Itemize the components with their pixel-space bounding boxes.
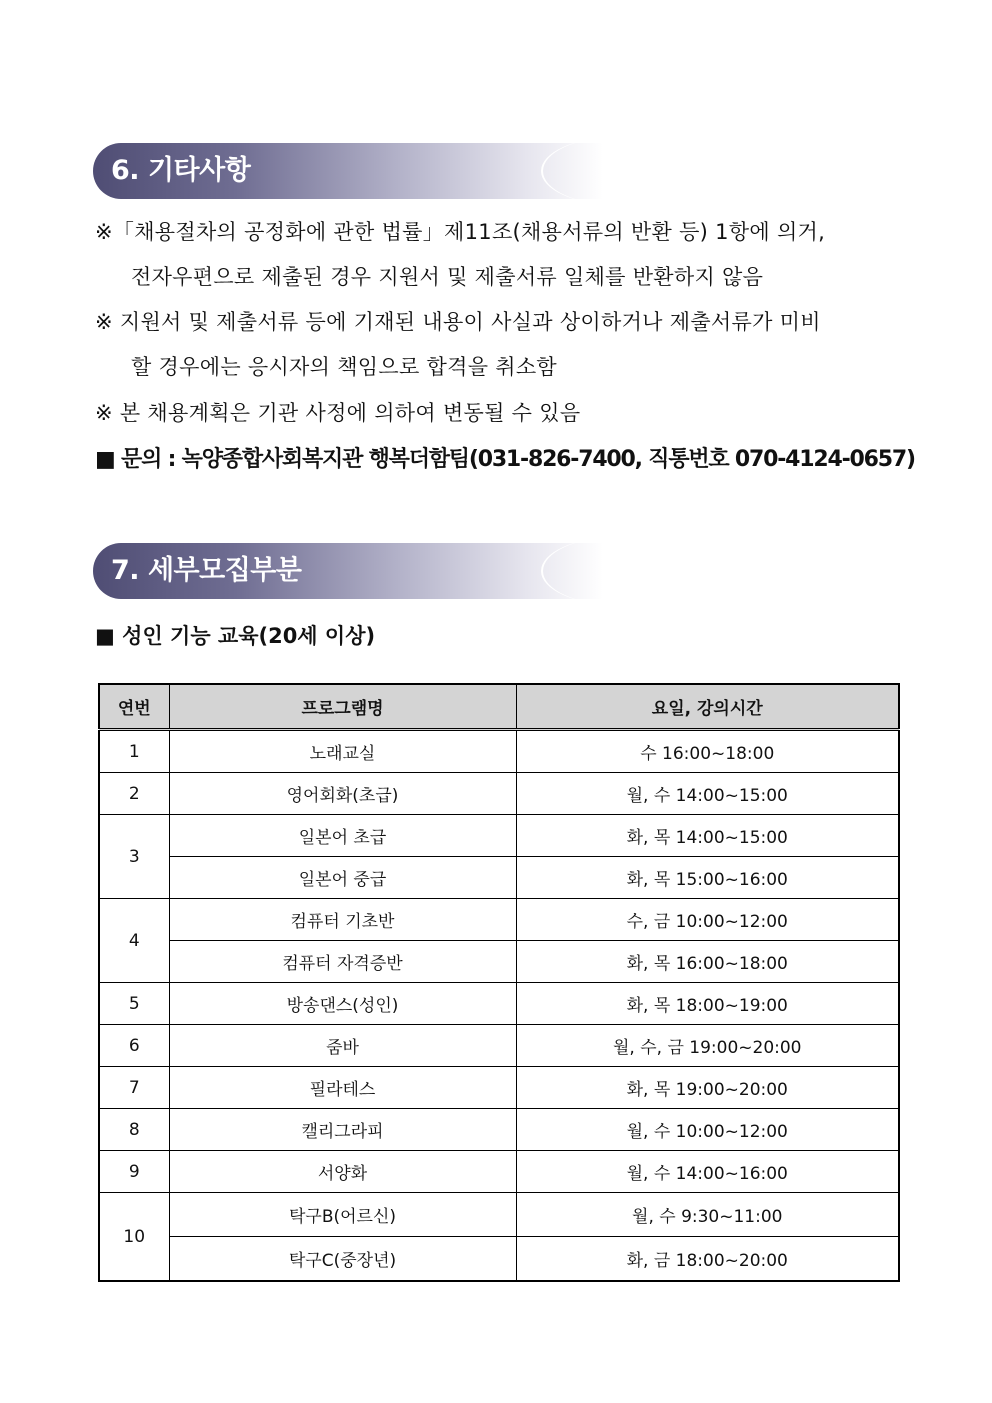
row-number: 8 xyxy=(99,1109,169,1151)
program-name: 탁구C(중장년) xyxy=(169,1237,516,1282)
contact-info: ■ 문의 : 녹양종합사회복지관 행복더함팀(031-826-7400, 직통번호 070-4124-0657) xyxy=(95,447,915,472)
program-schedule: 월, 수 10:00~12:00 xyxy=(516,1109,899,1151)
program-name: 방송댄스(성인) xyxy=(169,983,516,1025)
section-7-header xyxy=(93,543,603,599)
program-name: 일본어 중급 xyxy=(169,857,516,899)
program-name: 서양화 xyxy=(169,1151,516,1193)
table-row xyxy=(99,1237,899,1282)
note-2: ※ 지원서 및 제출서류 등에 기재된 내용이 사실과 상이하거나 제출서류가 미비 xyxy=(95,310,821,334)
row-number: 10 xyxy=(99,1193,169,1282)
row-number: 2 xyxy=(99,773,169,815)
table-body xyxy=(99,730,899,1282)
program-schedule: 화, 목 19:00~20:00 xyxy=(516,1067,899,1109)
row-number: 9 xyxy=(99,1151,169,1193)
program-name: 필라테스 xyxy=(169,1067,516,1109)
note-3: ※ 본 채용계획은 기관 사정에 의하여 변동될 수 있음 xyxy=(95,401,581,425)
table-row xyxy=(99,857,899,899)
row-number: 1 xyxy=(99,730,169,773)
table-row xyxy=(99,1151,899,1193)
program-category-heading: ■ 성인 기능 교육(20세 이상) xyxy=(95,624,376,648)
program-schedule: 월, 수 9:30~11:00 xyxy=(516,1193,899,1237)
section-6-header xyxy=(93,143,603,199)
note-1: ※「채용절차의 공정화에 관한 법률」제11조(채용서류의 반환 등) 1항에 의거, xyxy=(95,220,826,244)
note-2-continued: 할 경우에는 응시자의 책임으로 합격을 취소함 xyxy=(131,355,558,379)
program-name: 캘리그라피 xyxy=(169,1109,516,1151)
table-row xyxy=(99,815,899,857)
table-row xyxy=(99,773,899,815)
section-7-title: 7. 세부모집부분 xyxy=(111,555,302,586)
table-row xyxy=(99,899,899,941)
row-number: 6 xyxy=(99,1025,169,1067)
row-number: 3 xyxy=(99,815,169,899)
header-number: 연번 xyxy=(99,684,169,730)
table-row xyxy=(99,941,899,983)
table-header-row xyxy=(99,684,899,730)
header-schedule: 요일, 강의시간 xyxy=(516,684,899,730)
program-name: 컴퓨터 자격증반 xyxy=(169,941,516,983)
program-schedule: 화, 목 14:00~15:00 xyxy=(516,815,899,857)
row-number: 5 xyxy=(99,983,169,1025)
program-name: 노래교실 xyxy=(169,730,516,773)
row-number: 7 xyxy=(99,1067,169,1109)
program-name: 일본어 초급 xyxy=(169,815,516,857)
program-schedule: 화, 목 15:00~16:00 xyxy=(516,857,899,899)
program-schedule: 화, 목 18:00~19:00 xyxy=(516,983,899,1025)
program-schedule: 월, 수, 금 19:00~20:00 xyxy=(516,1025,899,1067)
row-number: 4 xyxy=(99,899,169,983)
table-row xyxy=(99,1025,899,1067)
program-name: 영어회화(초급) xyxy=(169,773,516,815)
program-schedule: 월, 수 14:00~16:00 xyxy=(516,1151,899,1193)
header-program-name: 프로그램명 xyxy=(169,684,516,730)
table-row xyxy=(99,1193,899,1237)
header-notch-decoration xyxy=(541,543,603,599)
program-name: 탁구B(어르신) xyxy=(169,1193,516,1237)
note-1-continued: 전자우편으로 제출된 경우 지원서 및 제출서류 일체를 반환하지 않음 xyxy=(131,265,764,289)
program-schedule: 수, 금 10:00~12:00 xyxy=(516,899,899,941)
program-schedule: 월, 수 14:00~15:00 xyxy=(516,773,899,815)
program-table xyxy=(98,683,900,1282)
program-name: 컴퓨터 기초반 xyxy=(169,899,516,941)
table-row xyxy=(99,1109,899,1151)
table-row xyxy=(99,983,899,1025)
program-schedule: 화, 목 16:00~18:00 xyxy=(516,941,899,983)
program-schedule: 화, 금 18:00~20:00 xyxy=(516,1237,899,1282)
header-notch-decoration xyxy=(541,143,603,199)
program-name: 줌바 xyxy=(169,1025,516,1067)
section-6-title: 6. 기타사항 xyxy=(111,155,251,186)
table-row xyxy=(99,730,899,773)
table-row xyxy=(99,1067,899,1109)
program-schedule: 수 16:00~18:00 xyxy=(516,730,899,773)
